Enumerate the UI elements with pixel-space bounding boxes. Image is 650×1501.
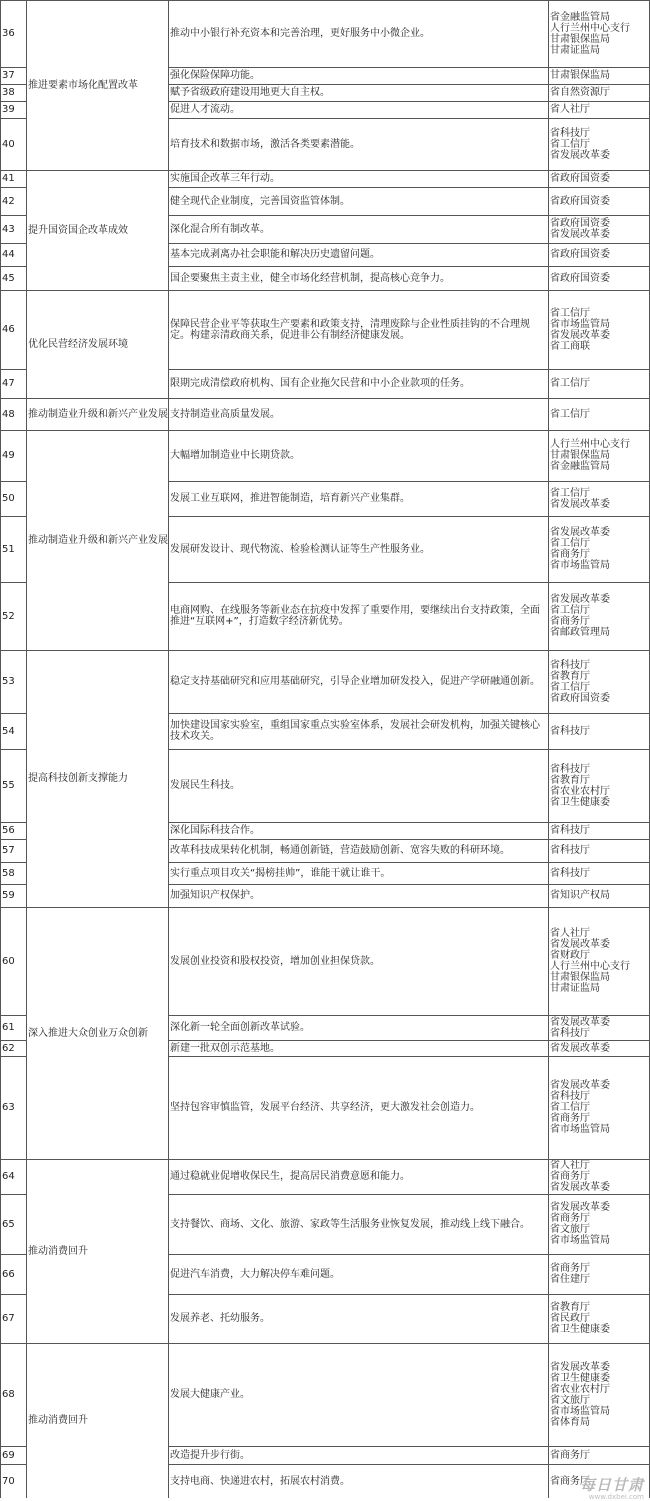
grid-line <box>26 430 168 431</box>
grid-line <box>0 1254 26 1255</box>
department-list <box>548 822 650 839</box>
grid-line <box>0 430 26 431</box>
grid-line <box>0 170 26 171</box>
task-text: 强化保险保障功能。 <box>170 70 260 81</box>
watermark <box>580 1474 644 1501</box>
row-number: 48 <box>2 408 15 420</box>
department-name: 省科技厅 <box>550 867 590 879</box>
task-text: 发展养老、托幼服务。 <box>170 1313 270 1324</box>
task-text: 通过稳就业促增收保民生，提高居民消费意愿和能力。 <box>170 1171 410 1182</box>
row-number: 37 <box>2 70 15 81</box>
department-name: 省文旅厅 <box>550 1394 590 1406</box>
department-list <box>548 839 650 862</box>
task-text: 发展民生科技。 <box>170 780 240 791</box>
department-list <box>548 1040 650 1056</box>
department-list <box>548 1446 650 1464</box>
grid-line <box>168 243 650 244</box>
task-text: 基本完成剥离办社会职能和解决历史遗留问题。 <box>170 249 380 260</box>
category-label: 推动制造业升级和新兴产业发展 <box>28 534 168 546</box>
department-name: 省商务厅 <box>550 1171 590 1182</box>
department-name: 省自然资源厅 <box>550 87 610 98</box>
row-number: 57 <box>2 845 15 856</box>
task-text: 支持制造业高质量发展。 <box>170 408 280 420</box>
grid-line <box>0 0 1 1498</box>
department-list <box>548 215 650 243</box>
row-number: 70 <box>2 1475 15 1487</box>
department-name: 省工信厅 <box>550 681 590 693</box>
department-list <box>548 1294 650 1343</box>
task-text: 促进汽车消费，大力解决停车难问题。 <box>170 1268 340 1280</box>
task-text: 深化混合所有制改革。 <box>170 223 270 235</box>
department-list <box>548 1159 650 1194</box>
grid-line <box>168 1343 650 1344</box>
grid-line <box>0 822 26 823</box>
row-number: 55 <box>2 780 15 791</box>
department-name: 人行兰州中心支行 <box>550 439 630 450</box>
task-text: 推动中小银行补充资本和完善治理，更好服务中小微企业。 <box>170 28 430 39</box>
task-text: 赋予省级政府建设用地更大自主权。 <box>170 87 330 98</box>
grid-line <box>168 170 650 171</box>
row-number: 38 <box>2 87 15 98</box>
grid-line <box>26 907 168 908</box>
row-number: 36 <box>2 28 15 39</box>
department-name: 省政府国资委 <box>550 249 610 260</box>
grid-line <box>168 749 650 750</box>
department-name: 省科技厅 <box>550 845 590 856</box>
department-name: 甘肃银保监局 <box>550 70 610 81</box>
category-label: 推动制造业升级和新兴产业发展 <box>28 408 168 420</box>
task-text: 促进人才流动。 <box>170 104 240 115</box>
department-name: 省商务厅 <box>550 616 590 627</box>
department-name: 省商务厅 <box>550 1113 590 1124</box>
grid-line <box>168 101 650 102</box>
category-label: 推动消费回升 <box>28 1245 88 1257</box>
grid-line <box>168 118 650 119</box>
grid-line <box>0 67 26 68</box>
task-text: 支持电商、快递进农村，拓展农村消费。 <box>170 1475 350 1487</box>
task-text: 改造提升步行街。 <box>170 1449 250 1461</box>
department-name: 甘肃银保监局 <box>550 450 610 461</box>
department-name: 省商务厅 <box>550 1263 590 1274</box>
task-text: 国企要聚焦主责主业，健全市场化经营机制，提高核心竞争力。 <box>170 272 450 284</box>
row-number: 50 <box>2 493 15 504</box>
grid-line <box>168 84 650 85</box>
category-label: 提升国资国企改革成效 <box>28 224 128 236</box>
grid-line <box>168 862 650 863</box>
department-list <box>548 170 650 187</box>
department-name: 省工信厅 <box>550 307 590 319</box>
department-name: 省发展改革委 <box>550 149 610 161</box>
department-name: 省农业农村厅 <box>550 1383 610 1395</box>
grid-line <box>26 398 168 399</box>
department-name: 省人社厅 <box>550 928 590 939</box>
department-list <box>548 650 650 713</box>
department-name: 省政府国资委 <box>550 195 610 207</box>
grid-line <box>0 118 26 119</box>
task-text: 发展研发设计、现代物流、检验检测认证等生产性服务业。 <box>170 543 430 555</box>
department-name: 省发展改革委 <box>550 1042 610 1054</box>
task-text: 电商网购、在线服务等新业态在抗疫中发挥了重要作用，要继续出台支持政策，全面推进“互联网+”，打造数字经济新优势。 <box>170 605 540 627</box>
category-label: 深入推进大众创业万众创新 <box>28 1027 148 1039</box>
grid-line <box>0 266 26 267</box>
department-list <box>548 749 650 822</box>
task-text: 加快建设国家实验室，重组国家重点实验室体系，发展社会研发机构，加强关键核心技术攻关。 <box>170 720 540 742</box>
task-text: 大幅增加制造业中长期贷款。 <box>170 450 300 461</box>
grid-line <box>0 101 26 102</box>
watermark-url: www.dxbei.com <box>588 1493 644 1501</box>
grid-line <box>168 369 650 370</box>
grid-line <box>26 0 27 1498</box>
department-name: 省发展改革委 <box>550 329 610 341</box>
task-text: 稳定支持基础研究和应用基础研究，引导企业增加研发投入，促进产学研融通创新。 <box>170 676 540 687</box>
department-list <box>548 243 650 266</box>
department-name: 省教育厅 <box>550 774 590 786</box>
department-list <box>548 84 650 101</box>
grid-line <box>26 0 168 1</box>
department-name: 省人社厅 <box>550 1160 590 1171</box>
grid-line <box>168 0 650 1</box>
department-name: 省金融监管局 <box>550 11 610 23</box>
grid-line <box>168 1159 650 1160</box>
department-name: 甘肃证监局 <box>550 983 600 994</box>
department-list <box>548 67 650 84</box>
row-number: 61 <box>2 1022 15 1033</box>
row-number: 49 <box>2 450 15 461</box>
department-list <box>548 1015 650 1040</box>
grid-line <box>0 862 26 863</box>
department-name: 甘肃证监局 <box>550 44 600 56</box>
department-list <box>548 187 650 215</box>
grid-line <box>0 884 26 885</box>
grid-line <box>26 1159 168 1160</box>
grid-line <box>168 266 650 267</box>
task-text: 支持餐饮、商场、文化、旅游、家政等生活服务业恢复发展，推动线上线下融合。 <box>170 1218 530 1230</box>
grid-line <box>0 1294 26 1295</box>
department-name: 省科技厅 <box>550 1027 590 1039</box>
department-list <box>548 1343 650 1446</box>
department-name: 省金融监管局 <box>550 461 610 472</box>
department-name: 省工商联 <box>550 340 590 352</box>
department-name: 省科技厅 <box>550 127 590 139</box>
department-name: 省民政厅 <box>550 1313 590 1324</box>
grid-line <box>168 884 650 885</box>
grid-line <box>26 1343 168 1344</box>
department-list <box>548 516 650 582</box>
grid-line <box>168 1464 650 1465</box>
row-number: 58 <box>2 867 15 879</box>
grid-line <box>0 1464 26 1465</box>
grid-line <box>168 215 650 216</box>
grid-line <box>168 713 650 714</box>
grid-line <box>168 0 169 1498</box>
department-list <box>548 713 650 749</box>
grid-line <box>0 369 26 370</box>
department-name: 省政府国资委 <box>550 173 610 184</box>
department-list <box>548 1194 650 1254</box>
department-name: 省发展改革委 <box>550 1361 610 1373</box>
department-name: 省发展改革委 <box>550 498 610 510</box>
row-number: 69 <box>2 1449 15 1461</box>
task-text: 健全现代企业制度，完善国资监管体制。 <box>170 195 350 207</box>
department-name: 省教育厅 <box>550 1302 590 1313</box>
department-list <box>548 0 650 67</box>
grid-line <box>168 907 650 908</box>
department-list <box>548 907 650 1015</box>
grid-line <box>0 1040 26 1041</box>
department-name: 省卫生健康委 <box>550 1372 610 1384</box>
department-name: 省发展改革委 <box>550 1080 610 1091</box>
grid-line <box>26 290 168 291</box>
department-name: 省发展改革委 <box>550 229 610 240</box>
grid-line <box>0 1015 26 1016</box>
department-list <box>548 862 650 884</box>
department-name: 省科技厅 <box>550 1091 590 1102</box>
row-number: 44 <box>2 249 15 260</box>
task-text: 改革科技成果转化机制，畅通创新链，营造鼓励创新、宽容失败的科研环境。 <box>170 845 510 856</box>
department-list <box>548 1056 650 1159</box>
task-text: 限期完成清偿政府机构、国有企业拖欠民营和中小企业款项的任务。 <box>170 378 470 389</box>
grid-line <box>168 1254 650 1255</box>
grid-line <box>0 1343 26 1344</box>
department-list <box>548 884 650 907</box>
task-text: 实施国企改革三年行动。 <box>170 173 280 184</box>
grid-line <box>168 187 650 188</box>
department-name: 省工信厅 <box>550 378 590 389</box>
department-name: 省商务厅 <box>550 1449 590 1461</box>
grid-line <box>168 822 650 823</box>
grid-line <box>168 582 650 583</box>
department-list <box>548 118 650 170</box>
grid-line <box>0 1194 26 1195</box>
row-number: 64 <box>2 1171 15 1182</box>
watermark-text: 每日甘肃 <box>579 1476 644 1494</box>
department-name: 省财政厅 <box>550 950 590 961</box>
row-number: 60 <box>2 955 15 967</box>
department-name: 省发展改革委 <box>550 1182 610 1193</box>
row-number: 62 <box>2 1042 15 1054</box>
department-name: 省农业农村厅 <box>550 785 610 797</box>
department-name: 省发展改革委 <box>550 527 610 538</box>
department-name: 省发展改革委 <box>550 1016 610 1028</box>
grid-line <box>168 1294 650 1295</box>
category-label: 推动消费回升 <box>28 1415 88 1426</box>
grid-line <box>168 67 650 68</box>
grid-line <box>0 713 26 714</box>
task-text: 发展创业投资和股权投资，增加创业担保贷款。 <box>170 955 380 967</box>
row-number: 52 <box>2 610 15 622</box>
department-name: 省邮政管理局 <box>550 627 610 638</box>
department-name: 省发展改革委 <box>550 1202 610 1213</box>
row-number: 68 <box>2 1389 15 1400</box>
grid-line <box>0 1056 26 1057</box>
grid-line <box>0 582 26 583</box>
row-number: 54 <box>2 725 15 737</box>
grid-line <box>0 516 26 517</box>
grid-line <box>0 1159 26 1160</box>
grid-line <box>0 290 26 291</box>
row-number: 45 <box>2 272 15 284</box>
department-list <box>548 369 650 398</box>
category-label: 优化民营经济发展环境 <box>28 338 128 350</box>
department-name: 省科技厅 <box>550 825 590 836</box>
grid-line <box>0 84 26 85</box>
grid-line <box>168 1056 650 1057</box>
row-number: 41 <box>2 173 15 184</box>
department-name: 省卫生健康委 <box>550 1324 610 1335</box>
department-name: 省发展改革委 <box>550 939 610 950</box>
row-number: 42 <box>2 195 15 207</box>
category-label: 推进要素市场化配置改革 <box>28 79 138 91</box>
task-text: 实行重点项目攻关“揭榜挂帅”，谁能干就让谁干。 <box>170 867 391 879</box>
department-list <box>548 481 650 516</box>
grid-line <box>0 839 26 840</box>
row-number: 65 <box>2 1218 15 1230</box>
row-number: 56 <box>2 825 15 836</box>
task-text: 发展工业互联网，推进智能制造，培育新兴产业集群。 <box>170 493 410 504</box>
grid-line <box>0 187 26 188</box>
row-number: 51 <box>2 543 15 555</box>
task-text: 坚持包容审慎监管，发展平台经济、共享经济，更大激发社会创造力。 <box>170 1102 480 1113</box>
grid-line <box>168 1015 650 1016</box>
task-text: 加强知识产权保护。 <box>170 890 260 901</box>
grid-line <box>168 839 650 840</box>
department-list <box>548 290 650 369</box>
department-name: 省住建厅 <box>550 1274 590 1285</box>
task-text: 深化新一轮全面创新改革试验。 <box>170 1022 310 1033</box>
department-name: 省市场监管局 <box>550 560 610 571</box>
department-name: 人行兰州中心支行 <box>550 22 630 34</box>
department-name: 省工信厅 <box>550 138 590 150</box>
department-name: 省工信厅 <box>550 538 590 549</box>
grid-line <box>0 398 26 399</box>
category-label: 提高科技创新支撑能力 <box>28 773 128 784</box>
department-name: 省商务厅 <box>550 549 590 560</box>
department-name: 省市场监管局 <box>550 318 610 330</box>
department-name: 省科技厅 <box>550 659 590 671</box>
department-name: 甘肃银保监局 <box>550 33 610 45</box>
department-name: 省市场监管局 <box>550 1124 610 1135</box>
task-text: 培育技术和数据市场，激活各类要素潜能。 <box>170 138 360 150</box>
department-name: 省教育厅 <box>550 670 590 682</box>
department-name: 省政府国资委 <box>550 272 610 284</box>
grid-line <box>168 290 650 291</box>
grid-line <box>0 1446 26 1447</box>
department-name: 人行兰州中心支行 <box>550 961 630 972</box>
row-number: 59 <box>2 890 15 901</box>
department-name: 省工信厅 <box>550 487 590 499</box>
department-name: 省政府国资委 <box>550 218 610 229</box>
grid-line <box>548 0 549 1498</box>
department-name: 省工信厅 <box>550 605 590 616</box>
grid-line <box>168 398 650 399</box>
row-number: 63 <box>2 1102 15 1113</box>
grid-line <box>168 1446 650 1447</box>
grid-line <box>0 215 26 216</box>
grid-line <box>168 650 650 651</box>
department-name: 省发展改革委 <box>550 594 610 605</box>
department-name: 省体育局 <box>550 1416 590 1428</box>
department-name: 省科技厅 <box>550 763 590 775</box>
department-name: 省市场监管局 <box>550 1235 610 1246</box>
grid-line <box>0 650 26 651</box>
row-number: 46 <box>2 324 15 335</box>
department-name: 省商务厅 <box>550 1213 590 1224</box>
task-text: 新建一批双创示范基地。 <box>170 1042 280 1054</box>
department-name: 省工信厅 <box>550 1102 590 1113</box>
department-list <box>548 1254 650 1294</box>
department-name: 省人社厅 <box>550 104 590 115</box>
grid-line <box>168 430 650 431</box>
grid-line <box>26 650 168 651</box>
grid-line <box>0 243 26 244</box>
row-number: 47 <box>2 378 15 389</box>
grid-line <box>26 170 168 171</box>
department-name: 省商务厅 <box>550 1475 590 1487</box>
department-list <box>548 430 650 481</box>
department-list <box>548 266 650 290</box>
task-text: 深化国际科技合作。 <box>170 825 260 836</box>
grid-line <box>168 1194 650 1195</box>
task-text: 发展大健康产业。 <box>170 1389 250 1400</box>
row-number: 53 <box>2 676 15 687</box>
grid-line <box>0 907 26 908</box>
department-list <box>548 101 650 118</box>
department-name: 省政府国资委 <box>550 692 610 704</box>
department-list <box>548 582 650 650</box>
department-name: 甘肃银保监局 <box>550 972 610 983</box>
grid-line <box>0 481 26 482</box>
department-name: 省市场监管局 <box>550 1405 610 1417</box>
row-number: 67 <box>2 1313 15 1324</box>
department-list <box>548 398 650 430</box>
grid-line <box>0 749 26 750</box>
row-number: 39 <box>2 104 15 115</box>
row-number: 40 <box>2 138 15 150</box>
grid-line <box>168 516 650 517</box>
grid-line <box>168 481 650 482</box>
grid-line <box>168 1040 650 1041</box>
department-name: 省卫生健康委 <box>550 796 610 808</box>
row-number: 43 <box>2 223 15 235</box>
department-name: 省科技厅 <box>550 725 590 737</box>
department-name: 省文旅厅 <box>550 1224 590 1235</box>
grid-line <box>0 0 26 1</box>
row-number: 66 <box>2 1268 15 1280</box>
department-name: 省工信厅 <box>550 408 590 420</box>
task-text: 保障民营企业平等获取生产要素和政策支持，清理废除与企业性质挂钩的不合理规定。构建亲清政商关系，促进非公有制经济健康发展。 <box>170 318 530 341</box>
department-name: 省知识产权局 <box>550 890 610 901</box>
